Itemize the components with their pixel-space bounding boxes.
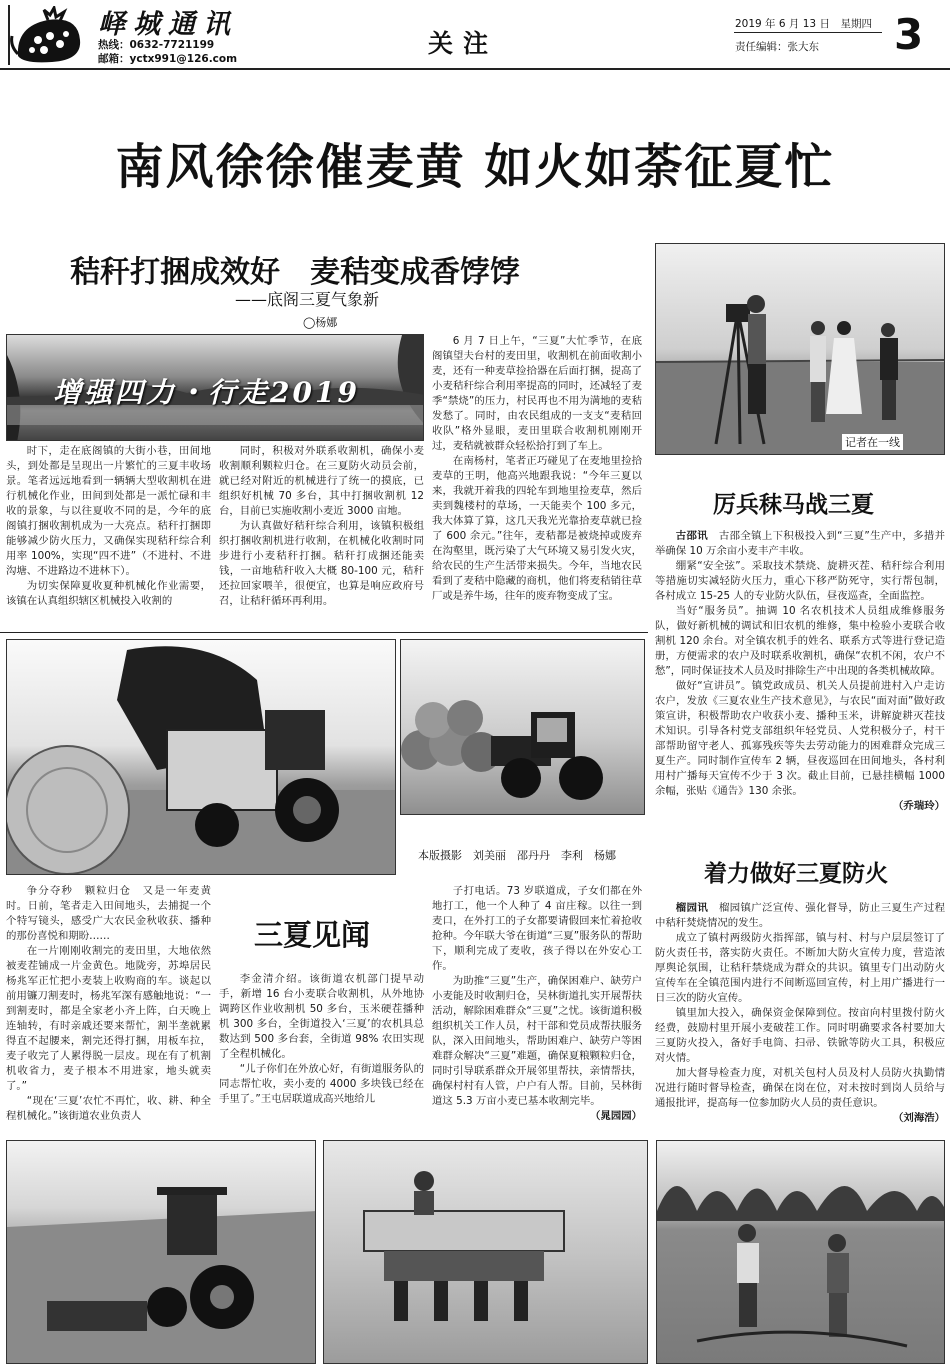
- article4-column-3: [432, 884, 642, 1124]
- article4-signature: （晁园园）: [590, 1110, 642, 1122]
- photo-credit: 本版摄影 刘美丽 邵丹丹 李利 杨娜: [418, 849, 616, 862]
- date-divider: [734, 32, 882, 33]
- article1-subtitle: ——底阁三夏气象新: [235, 290, 380, 309]
- article1-column-2: [219, 444, 424, 609]
- article2-title: 厉兵秣马战三夏: [713, 491, 874, 518]
- main-headline: 南风徐徐催麦黄 如火如荼征夏忙: [115, 139, 835, 195]
- article2-dateline: 古邵讯: [675, 530, 709, 542]
- article2-text: 古邵全镇上下积极投入到“三夏”生产中，多措并举确保 10 万余亩小麦丰产丰收。: [655, 530, 946, 557]
- article3-dateline: 榴园讯: [675, 902, 709, 914]
- photo-block-rule: [0, 632, 648, 633]
- article4-paragraph: 为助推“三夏”生产，确保困难户、缺劳户小麦能及时收割归仓，吴林街道扎实开展帮扶活动，解除困难群众“三夏”之忧。该街道积极组织机关工作人员，村干部和党员成帮扶服务队，深入田间地头，帮助困难户、缺劳户等困难群众解决“三夏”难题，确保夏粮颗粒归仓，同时引导联系群众开展邻里帮扶，亲情帮扶，确保村村有人管，户户有人帮。目前，吴林街道这 5.3 万亩小麦已基本收割完毕。: [432, 975, 642, 1107]
- seeder-field-photo: [323, 1140, 648, 1364]
- article3-paragraph: 镇里加大投入，确保资金保障到位。按亩向村里拨付防火经费，鼓励村里开展小麦破茬工作。同时明确要求各村要加大三夏防火投入，备好手电筒、扫帚、铁锨等防火工具，积极应对火情。: [655, 1007, 945, 1064]
- article1-paragraph: 为认真做好秸秆综合利用，该镇积极组织打捆收割机进行收割，在机械化收割时同步进行小麦秸秆打捆。秸秆打成捆还能卖钱，一亩地秸秆收入大概 80-100 元，秸秆还拉回家喂羊，很便宜，也算是响应政府号召，让秸秆循环再利用。: [219, 520, 424, 607]
- article3-paragraph: 成立了镇村两级防火指挥部，镇与村、村与户层层签订了防火责任书，落实防火责任。不断加大防火宣传力度，营造浓厚舆论氛围，让秸秆禁烧成为群众的共识。镇里专门出动防火宣传车在全镇范围内进行不间断巡回宣传，村上用广播进行一日三次的防火宣传。: [655, 932, 945, 1004]
- article1-title: 秸秆打捆成效好 麦秸变成香饽饽: [70, 255, 520, 290]
- masthead-email: 邮箱：yctx991@126.com: [98, 53, 238, 65]
- article1-paragraph: 同时，积极对外联系收割机，确保小麦收割顺利颗粒归仓。在三夏防火动员会前，就已经对附近的机械进行了统一的摸底，已组织好机械 70 多台，其中打捆收割机 12 台，目前已实施收割小麦近 3000 亩地。: [219, 445, 424, 517]
- banner-landscape-photo: [6, 334, 424, 441]
- article1-paragraph: 在南杨村，笔者正巧碰见了在麦地里捡拾麦草的王明，他高兴地跟我说：“今年三夏以来，我就开着我的四轮车到地里捡麦草，然后卖到魏楼村的草场，一天能卖个 100 多元，我大体算了算，这几天我光光靠拾麦草就已捡了 600 余元。”往年，麦秸都是被烧掉或废弃在沟壑里，既污染了大气环境又易引发火灾，给农民的生产生活带来损失。今年，当地农民看到了麦秸中隐藏的商机，他们将麦秸销往草厂或是养牛场，往年的废弃物变成了宝。: [432, 455, 642, 602]
- article3-signature: （刘海浩）: [893, 1112, 945, 1124]
- article2-paragraph: 绷紧“安全弦”。采取技术禁烧、旋耕灭茬、秸秆综合利用等措施切实减轻防火压力，重心下移严防死守，实行帮包制，各村成立 15-25 人的专业防火队伍，昼夜巡查，全面监控。: [655, 560, 945, 602]
- article4-title: 三夏见闻: [254, 918, 371, 952]
- article4-paragraph: “儿子你们在外放心好，有街道服务队的同志帮忙收，卖小麦的 4000 多块钱已经在手里了。”王屯居联道成高兴地给儿: [219, 1063, 424, 1105]
- article1-paragraph: 为切实保障夏收夏种机械化作业需要，该镇在认真组织辖区机械投入收割的: [6, 580, 211, 607]
- responsible-editor: 责任编辑：张大东: [735, 41, 819, 53]
- article4-paragraph: 争分夺秒 颗粒归仓 又是一年麦黄时。日前，笔者走入田间地头，去捕捉一个个特写镜头，感受广大农民金秋收获、播种的那份喜悦和期盼……: [6, 885, 211, 942]
- article4-column-1: [6, 884, 211, 1124]
- article1-byline: ◯杨娜: [303, 316, 338, 329]
- banner-slogan: 增强四力・行走2019: [53, 376, 360, 409]
- baler-photo: [6, 639, 396, 875]
- villagers-field-photo: [656, 1140, 945, 1364]
- article4-paragraph: 在一片刚刚收割完的麦田里，大地依然被麦茬铺成一片金黄色。地陇旁，苏埠居民杨兆军正忙把小麦装上收购商的车。谈起以前用镰刀割麦时，杨兆军深有感触地说：“一到割麦时，都是全家老小齐上阵，白天晚上连轴转，有时亲戚还要来帮忙，割半垄就累得直不起腰来，割完还得打捆，用板车拉，麦子收完了人累得脱一层皮。现在有了机割机收省力，麦子根本不用进家，地头就卖了。”: [6, 945, 211, 1092]
- reporter-photo-caption: 记者在一线: [842, 434, 903, 450]
- article1-paragraph: 6 月 7 日上午，“三夏”大忙季节，在底阁镇望夫台村的麦田里，收割机在前面收割小麦，还有一种麦草捡拾器在后面打捆，提高了小麦秸秆综合利用率提高的同时，还减轻了麦季“禁烧”的压力，村民再也不用为满地的麦秸发愁了。同时，由农民组成的一支支“麦秸回收队”格外显眼，麦田里联合收割机刚刚开过，麦秸就被群众轻松拾打到了车上。: [432, 335, 642, 452]
- article3-paragraph: [655, 901, 945, 931]
- issue-date: 2019 年 6 月 13 日 星期四: [735, 18, 872, 30]
- section-label: 关注: [428, 29, 499, 58]
- article4-column-2: [219, 972, 424, 1107]
- article2-paragraph: 做好“宣讲员”。镇党政成员、机关人员提前进村入户走访农户，发放《三夏农业生产技术意见》，与农民“面对面”做好政策宣讲，积极帮助农户收获小麦、播种玉米，讲解旋耕灭茬技术知识。引导各村党支部组织年轻党员、人党积极分子，村干部帮助留守老人、孤寡残疾等失去劳动能力的困难群众完成三夏生产。同时制作宣传车 2 辆，昼夜巡回在田间地头，各村利用村广播每天宣传不少于 3 次。截止目前，已悬挂横幅 1000 余幅，张贴《通告》130 余张。: [655, 680, 945, 797]
- masthead-rule: [0, 68, 950, 70]
- article1-column-3: [432, 334, 642, 604]
- article3-paragraph: 加大督导检查力度，对机关包村人员及村人员防火执勤情况进行随时督导检查，确保在岗在位，对未按时到岗人员给与通报批评，提高每一位参加防火人员的责任意识。: [655, 1067, 945, 1109]
- pomegranate-logo-icon: [8, 6, 86, 64]
- masthead-hotline: 热线：0632-7721199: [98, 39, 215, 51]
- reporter-field-photo: [655, 243, 945, 455]
- loader-photo: [400, 639, 645, 815]
- article4-paragraph: “现在‘三夏’农忙不再忙，收、耕、种全程机械化。”该街道农业负责人: [6, 1095, 211, 1122]
- article3-title: 着力做好三夏防火: [704, 860, 888, 887]
- page-number: 3: [894, 10, 924, 59]
- tractor-field-photo: [6, 1140, 316, 1364]
- article3-body: [655, 901, 945, 1126]
- article2-body: [655, 529, 945, 814]
- article4-paragraph: 李金清介绍。该街道农机部门提早动手，新增 16 台小麦联合收割机，从外地协调跨区作业收割机 50 多台，玉米硬茬播种机 300 多台，全街道投入‘三夏’的农机具总数达到 500 多台套，全街道 98% 农田实现了全程机械化。: [219, 973, 424, 1060]
- article4-paragraph: 子打电话。73 岁联道成，子女们都在外地打工，他一个人种了 4 亩庄稼。以往一到麦口，在外打工的子女都要请假回来忙着抢收抢种。今年联大爷在街道“三夏”服务队的帮助下，顺利完成了麦收，孩子得以在外安心工作。: [432, 885, 642, 972]
- article1-paragraph: 时下，走在底阁镇的大街小巷，田间地头，到处都是呈现出一片繁忙的三夏丰收场景。笔者远远地看到一辆辆大型收割机在进行机械化作业，田间到处都是一派忙碌和丰收的景象，与以往夏收不同的是，今年的底阁镇打捆收割机成为一大亮点。秸秆打捆即能够减少防火压力，又确保实现秸秆综合利用率 100%，实现“四不进”（不进村、不进沟塘、不进路边不进林下）。: [6, 445, 211, 577]
- article2-paragraph: [655, 529, 945, 559]
- masthead-name: 峄城通讯: [98, 9, 238, 40]
- article3-text: 榴园镇广泛宣传、强化督导，防止三夏生产过程中秸秆焚烧情况的发生。: [655, 902, 946, 929]
- article2-paragraph: 当好“服务员”。抽调 10 名农机技术人员组成维修服务队，做好新机械的调试和旧农机的维修，集中检验小麦联合收割机 120 余台。对全镇农机手的姓名、联系方式等进行登记造册，方便需求的农户及时联系收割机，确保“农机不闲，农户不愁”，同时保证技术人员及时排除生产中出现的各类机械故障。: [655, 605, 945, 677]
- article2-signature: （乔瑞玲）: [893, 800, 945, 812]
- article1-column-1: [6, 444, 211, 609]
